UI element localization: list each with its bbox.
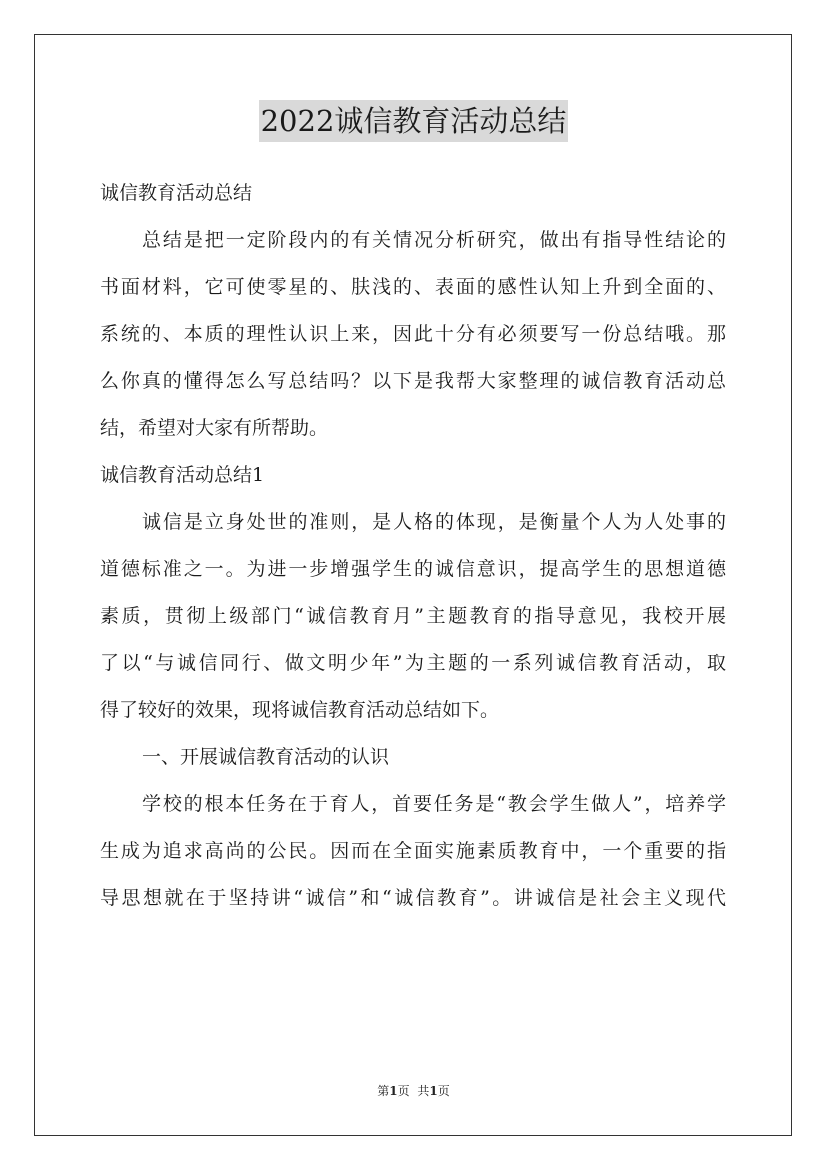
paragraph-line: 生成为追求高尚的公民。因而在全面实施素质教育中，一个重要的指 [100,840,726,862]
intro-line: 么你真的懂得怎么写总结吗？以下是我帮大家整理的诚信教育活动总 [100,370,726,392]
subheading: 一、开展诚信教育活动的认识 [142,746,390,768]
subtitle: 诚信教育活动总结 [100,182,253,204]
paragraph-line: 了以“与诚信同行、做文明少年”为主题的一系列诚信教育活动，取 [100,652,726,674]
total-suffix: 页 [437,1084,450,1098]
title-wrap [0,100,827,142]
total-pages: 1 [429,1084,438,1098]
paragraph-line: 诚信是立身处世的准则，是人格的体现，是衡量个人为人处事的 [142,511,726,533]
page-footer [0,1082,827,1100]
section-heading: 诚信教育活动总结1 [100,464,265,486]
document-body [100,170,726,922]
page-prefix: 第 [377,1084,390,1098]
intro-line: 结，希望对大家有所帮助。 [100,417,329,439]
intro-line: 总结是把一定阶段内的有关情况分析研究，做出有指导性结论的 [142,229,726,251]
intro-line: 系统的、本质的理性认识上来，因此十分有必须要写一份总结哦。那 [100,323,726,345]
paragraph-line: 素质，贯彻上级部门“诚信教育月”主题教育的指导意见，我校开展 [100,605,726,627]
page-suffix: 页 [397,1084,410,1098]
paragraph-line: 导思想就在于坚持讲“诚信”和“诚信教育”。讲诚信是社会主义现代 [100,887,726,909]
paragraph-line: 道德标准之一。为进一步增强学生的诚信意识，提高学生的思想道德 [100,558,726,580]
total-prefix: 共 [417,1084,430,1098]
intro-line: 书面材料，它可使零星的、肤浅的、表面的感性认知上升到全面的、 [100,276,726,298]
paragraph-line: 得了较好的效果，现将诚信教育活动总结如下。 [100,699,500,721]
page-number: 1 [389,1084,398,1098]
paragraph-line: 学校的根本任务在于育人，首要任务是“教会学生做人”，培养学 [142,793,726,815]
document-title: 2022诚信教育活动总结 [259,100,569,142]
